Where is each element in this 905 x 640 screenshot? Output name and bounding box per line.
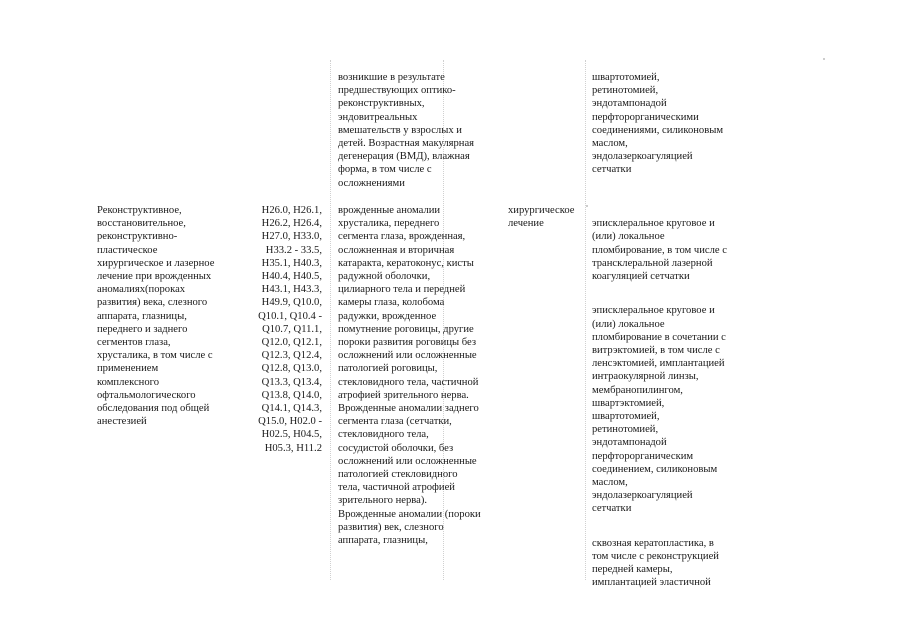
column-divider — [585, 60, 586, 580]
treatment-methods-cell — [592, 204, 767, 611]
top-method-cell: швартотомией, ретинотомией, эндотампонадой перфторорганическими соединениями, силиконовым маслом, эндолазеркоагуляцией сетчатки — [592, 72, 724, 176]
scan-speck — [823, 58, 825, 60]
method-item: эписклеральное круговое и (или) локальное пломбирование, в том числе с трансклеральной лазерной коагуляцией сетчатки — [592, 218, 727, 283]
column-divider — [330, 60, 331, 580]
intervention-name-cell: Реконструктивное, восстановительное, реконструктивно- пластическое хирургическое и лазерное лечение при врожденных аномалиях(пороках развития) века, слезного аппарата, глазницы, переднего и заднего сегментов глаза, хрусталика, в том числе с применением комплексного офтальмологического обследования под общей анестезией — [97, 205, 215, 428]
method-item: эписклеральное круговое и (или) локальное пломбирование в сочетании с витрэктомией, в том числе с ленсэктомией, имплантацией интраокулярной линзы, мембранопилингом, швартэктомией, швартотомией, ретинотомией, эндотампонадой перфторорганическим соединением, силиконовым маслом, эндолазеркоагуляцией сетчатки — [592, 305, 726, 515]
method-item: сквозная кератопластика, в том числе с реконструкцией передней камеры, имплантацией эластичной — [592, 537, 719, 589]
treatment-type-cell: хирургическое лечение — [508, 205, 575, 230]
icd-codes-cell: H26.0, H26.1, H26.2, H26.4, H27.0, H33.0, H33.2 - 33.5, H35.1, H40.3, H40.4, H40.5, H43.1, H43.3, H49.9, Q10.0, Q10.1, Q10.4 - Q10.7, Q11.1, Q12.0, Q12.1, Q12.3, Q12.4, Q12.8, Q13.0, Q13.3, Q13.4, Q13.8, Q14.0, Q14.1, Q14.3, Q15.0, H02.0 - H02.5, H04.5, H05.3, H11.2 — [258, 205, 322, 454]
top-diagnosis-cell: возникшие в результате предшествующих оптико- реконструктивных, эндовитреальных вмешательств у взрослых и детей. Возрастная макулярная дегенерация (ВМД), влажная форма, в том числе с осложнениями — [338, 72, 475, 189]
diagnosis-cell: врожденные аномалии хрусталика, переднего сегмента глаза, врожденная, осложненная и вторичная катаракта, кератоконус, кисты радужной оболочки, цилиарного тела и передней камеры глаза, колобома радужки, врожденное помутнение роговицы, другие пороки развития роговицы без осложнений или осложненные патологией роговицы, стекловидного тела, частичной атрофией зрительного нерва. Врожденные аномалии заднего сегмента глаза (сетчатки, стекловидного тела, сосудистой оболочки, без осложнений или осложненные патологией стекловидного тела, частичной атрофией зрительного нерва). Врожденные аномалии (пороки развития) век, слезного аппарата, глазницы, — [338, 205, 481, 547]
